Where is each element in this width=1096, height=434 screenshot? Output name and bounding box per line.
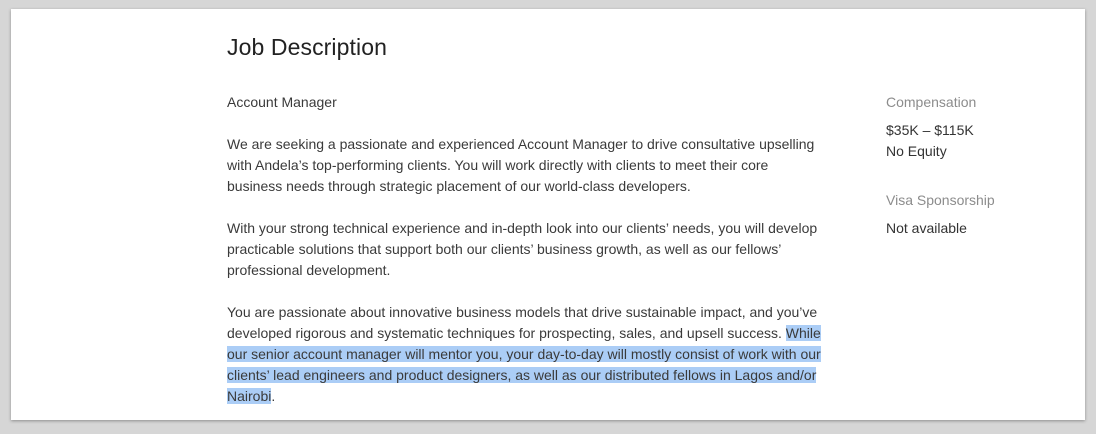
visa-sponsorship-value: Not available (886, 220, 967, 236)
equity-value: No Equity (886, 143, 947, 159)
description-paragraph-1: We are seeking a passionate and experienced Account Manager to drive consultative upselling with Andela’s top-performing clients. You will work directly with clients to meet their core business needs through strategic placement of our world-class developers. (227, 136, 815, 194)
paragraph-3-text: You are passionate about innovative business models that drive sustainable impact, and you’ve developed rigorous and systematic techniques for prospecting, sales, and upsell success. (227, 304, 818, 341)
job-description-body (227, 92, 827, 420)
salary-range: $35K – $115K (886, 122, 974, 138)
compensation-label: Compensation (886, 94, 977, 110)
job-description-card (11, 9, 1085, 420)
paragraph-3-end: . (271, 388, 276, 404)
description-paragraph-2: With your strong technical experience and in-depth look into our clients’ needs, you will develop practicable solutions that support both our clients’ business growth, as well as our fellows’ professional development. (227, 220, 818, 278)
selected-text[interactable]: While our senior account manager will mentor you, your day-to-day will mostly consist of work with our clients’ lead engineers and product designers, as well as our distributed fellows in Lagos and/or Nairobi (227, 325, 821, 404)
description-paragraph-3 (227, 302, 827, 407)
job-role: Account Manager (227, 94, 337, 110)
job-details-sidebar (886, 92, 1076, 239)
page-title: Job Description (227, 34, 388, 60)
visa-sponsorship-label: Visa Sponsorship (886, 192, 995, 208)
